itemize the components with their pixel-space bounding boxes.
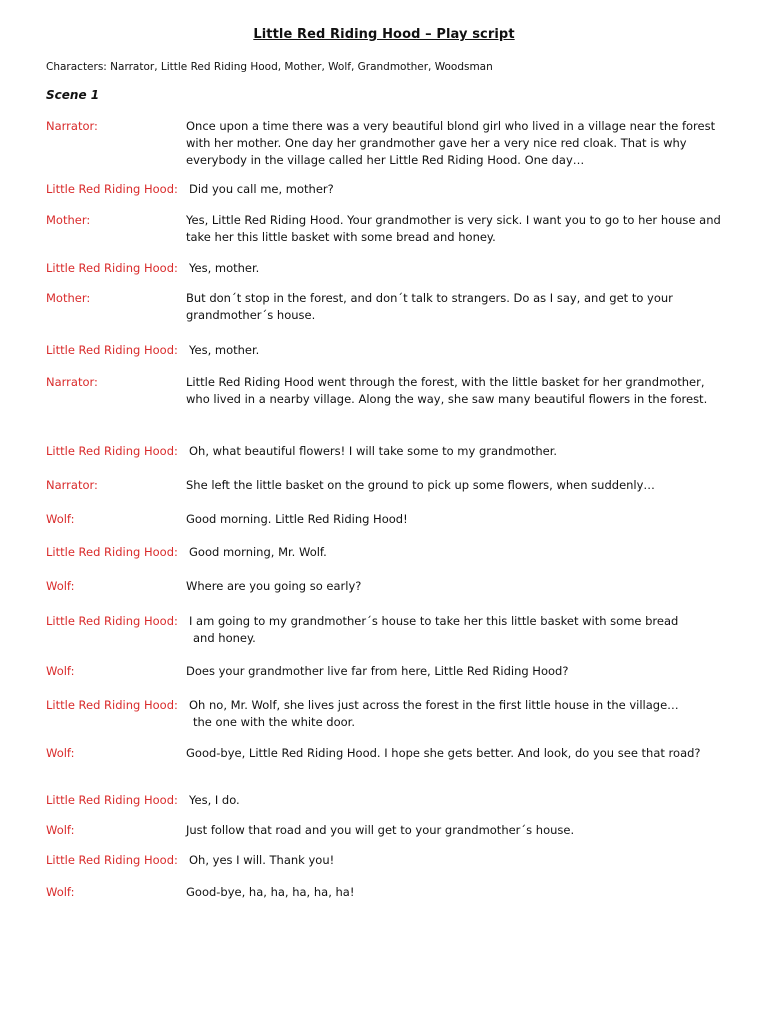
speaker-name: Little Red Riding Hood: [46,261,178,275]
dialogue-text: Little Red Riding Hood went through the forest, with the little basket for her grandmother, who lived in a nearby village. Along the way, she saw many beautiful flowers in the forest. [186,375,708,406]
dialogue-text-line: Oh no, Mr. Wolf, she lives just across the forest in the first little house in the village… [189,698,679,712]
page-title: Little Red Riding Hood – Play script [253,27,515,42]
dialogue-text: But don´t stop in the forest, and don´t talk to strangers. Do as I say, and get to your grandmother´s house. [186,291,673,322]
dialogue-text: Good-bye, ha, ha, ha, ha, ha! [186,885,355,899]
dialogue-text: Yes, I do. [189,793,240,807]
speaker-name: Little Red Riding Hood: [46,182,178,196]
dialogue-text-continuation: and honey. [193,631,256,645]
speaker-name: Wolf: [46,823,75,837]
speaker-name: Little Red Riding Hood: [46,698,178,712]
dialogue-text: Once upon a time there was a very beautiful blond girl who lived in a village near the forest with her mother. One day her grandmother gave her a very nice red cloak. That is why everybody in the village called her Little Red Riding Hood. One day… [186,119,716,167]
dialogue-text: Yes, mother. [189,261,260,275]
dialogue-text [189,613,734,647]
speaker-name: Wolf: [46,579,75,593]
speaker-name: Wolf: [46,746,75,760]
dialogue-text: Where are you going so early? [186,579,362,593]
speaker-name: Wolf: [46,512,75,526]
dialogue-text: Good morning, Mr. Wolf. [189,545,327,559]
speaker-name: Mother: [46,291,91,305]
dialogue-text: Does your grandmother live far from here, Little Red Riding Hood? [186,664,569,678]
dialogue-text: Yes, Little Red Riding Hood. Your grandmother is very sick. I want you to go to her house and take her this little basket with some bread and honey. [186,213,721,244]
speaker-name: Narrator: [46,478,98,492]
scene-heading: Scene 1 [46,88,100,102]
speaker-name: Little Red Riding Hood: [46,444,178,458]
dialogue-text: Oh, what beautiful flowers! I will take some to my grandmother. [189,444,558,458]
characters-list: Characters: Narrator, Little Red Riding Hood, Mother, Wolf, Grandmother, Woodsman [46,61,493,73]
speaker-name: Wolf: [46,885,75,899]
speaker-name: Little Red Riding Hood: [46,793,178,807]
speaker-name: Mother: [46,213,91,227]
speaker-name: Narrator: [46,375,98,389]
dialogue-text: Just follow that road and you will get to your grandmother´s house. [186,823,575,837]
dialogue-text-continuation: the one with the white door. [193,715,355,729]
dialogue-text: Did you call me, mother? [189,182,334,196]
dialogue-text-line: I am going to my grandmother´s house to take her this little basket with some bread [189,614,679,628]
dialogue-text [189,697,734,731]
dialogue-text: Good-bye, Little Red Riding Hood. I hope she gets better. And look, do you see that road? [186,746,701,760]
speaker-name: Little Red Riding Hood: [46,545,178,559]
dialogue-text: She left the little basket on the ground to pick up some flowers, when suddenly… [186,478,655,492]
dialogue-text: Oh, yes I will. Thank you! [189,853,335,867]
speaker-name: Narrator: [46,119,98,133]
speaker-name: Little Red Riding Hood: [46,614,178,628]
dialogue-text: Yes, mother. [189,343,260,357]
dialogue-text: Good morning. Little Red Riding Hood! [186,512,408,526]
speaker-name: Little Red Riding Hood: [46,343,178,357]
speaker-name: Wolf: [46,664,75,678]
speaker-name: Little Red Riding Hood: [46,853,178,867]
